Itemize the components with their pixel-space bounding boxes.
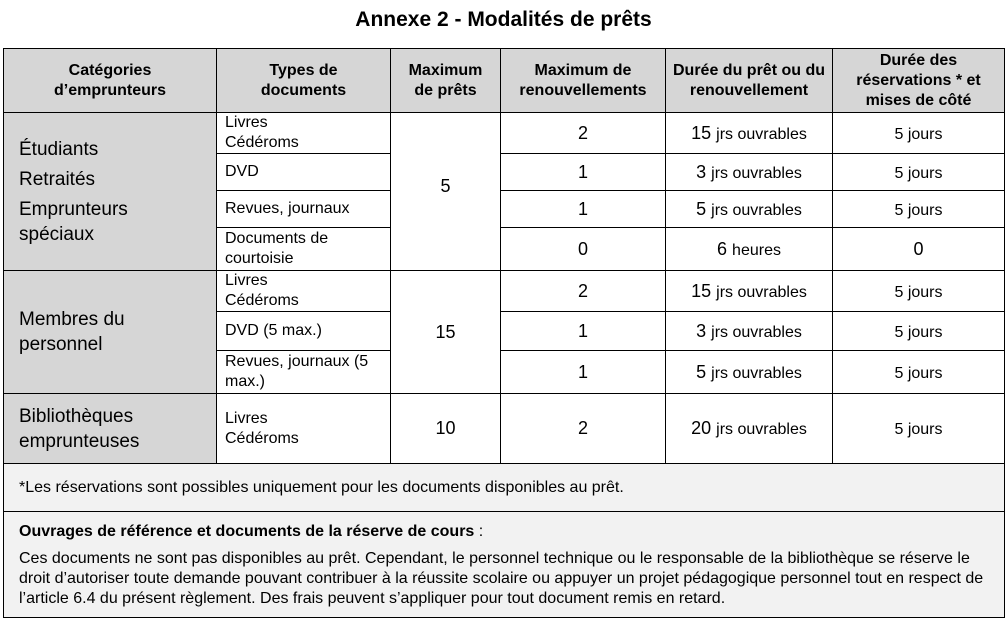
type-line: Livres (225, 114, 268, 131)
duration-unit: jrs ouvrables (711, 164, 802, 182)
type-line: DVD (5 max.) (225, 322, 322, 339)
reservation-cell (833, 271, 1005, 312)
reservation-value: 5 jours (894, 125, 943, 143)
category-line: Retraités (19, 168, 96, 190)
header-reservations (833, 49, 1005, 113)
footnote: *Les réservations sont possibles uniquement pour les documents disponibles au prêt. (4, 464, 1005, 512)
type-line: Livres (225, 272, 268, 289)
reservation-value: 5 jours (894, 421, 943, 438)
duration-number: 5 (696, 198, 707, 219)
renewals-cell: 0 (501, 228, 666, 271)
renewals-cell: 1 (501, 351, 666, 394)
duration-cell (666, 312, 833, 351)
reference-row (4, 512, 1005, 618)
header-reservations-line2: mises de côté (865, 91, 972, 109)
duration-number: 6 (717, 238, 728, 259)
renewals-cell: 2 (501, 271, 666, 312)
type-cell (217, 271, 391, 312)
type-line: Revues, journaux (5 max.) (225, 353, 369, 390)
reference-heading (19, 522, 988, 542)
header-max-loans: Maximum de prêts (391, 49, 501, 113)
duration-unit: jrs ouvrables (711, 323, 802, 341)
reservation-value: 5 jours (894, 201, 943, 219)
category-line: Membres du personnel (19, 309, 125, 355)
type-line: Cédéroms (225, 292, 299, 309)
renewals-cell: 1 (501, 312, 666, 351)
type-line: DVD (225, 163, 259, 180)
renewals-cell: 1 (501, 191, 666, 228)
category-cell-staff (4, 271, 217, 394)
duration-cell (666, 191, 833, 228)
duration-number: 3 (696, 161, 707, 182)
duration-number: 20 (691, 418, 712, 438)
duration-unit: heures (732, 241, 781, 259)
table-row (4, 271, 1005, 312)
header-duration-line1: Durée du prêt ou du (673, 61, 825, 79)
reservation-cell (833, 154, 1005, 191)
header-categories: Catégories d’emprunteurs (4, 49, 217, 113)
duration-cell (666, 271, 833, 312)
category-line: Emprunteurs spéciaux (19, 198, 128, 245)
header-duration-line2: renouvellement (689, 81, 809, 99)
type-cell (217, 113, 391, 154)
reference-title-suffix: : (474, 523, 484, 540)
reservation-value: 5 jours (894, 283, 943, 301)
reservation-cell (833, 394, 1005, 464)
type-line: Cédéroms (225, 429, 299, 447)
type-cell (217, 228, 391, 271)
duration-unit: jrs ouvrables (711, 364, 802, 382)
reservation-cell (833, 312, 1005, 351)
duration-unit: jrs ouvrables (716, 283, 807, 301)
max-loans-cell: 5 (391, 113, 501, 271)
duration-unit: jrs ouvrables (711, 201, 802, 219)
header-types: Types de documents (217, 49, 391, 113)
duration-number: 5 (696, 361, 707, 382)
duration-number: 15 (691, 122, 712, 143)
reservation-cell (833, 113, 1005, 154)
table-header-row (4, 49, 1005, 113)
duration-number: 15 (691, 280, 712, 301)
duration-number: 3 (696, 320, 707, 341)
duration-cell (666, 113, 833, 154)
reference-title: Ouvrages de référence et documents de la réserve de cours (19, 523, 475, 540)
type-line: Livres (225, 409, 268, 427)
type-cell (217, 154, 391, 191)
header-reservations-line1: Durée des réservations * et (856, 51, 981, 89)
loan-terms-table (3, 48, 1005, 618)
reservation-cell (833, 191, 1005, 228)
category-cell-students (4, 113, 217, 271)
type-cell (217, 312, 391, 351)
reservation-value: 5 jours (894, 164, 943, 182)
type-cell (217, 394, 391, 464)
duration-cell (666, 228, 833, 271)
type-line: Revues, journaux (225, 200, 350, 217)
type-line: Documents de courtoisie (225, 230, 329, 267)
table-row (4, 394, 1005, 464)
duration-cell (666, 351, 833, 394)
max-loans-cell: 15 (391, 271, 501, 394)
renewals-cell: 2 (501, 113, 666, 154)
page-title: Annexe 2 - Modalités de prêts (355, 8, 652, 31)
header-max-renewals: Maximum de renouvellements (501, 49, 666, 113)
type-line: Cédéroms (225, 134, 299, 151)
reservation-cell (833, 351, 1005, 394)
duration-cell (666, 154, 833, 191)
category-line: Bibliothèques emprunteuses (19, 405, 140, 452)
duration-unit: jrs ouvrables (716, 421, 807, 438)
footnote-row (4, 464, 1005, 512)
reservation-value: 5 jours (894, 323, 943, 341)
category-line: Étudiants (19, 138, 99, 160)
max-loans-cell: 10 (391, 394, 501, 464)
reference-section (4, 512, 1005, 618)
table-row (4, 113, 1005, 154)
reservation-value: 5 jours (894, 364, 943, 382)
type-cell (217, 191, 391, 228)
reservation-cell: 0 (833, 228, 1005, 271)
header-duration (666, 49, 833, 113)
renewals-cell: 2 (501, 394, 666, 464)
duration-cell (666, 394, 833, 464)
duration-unit: jrs ouvrables (716, 125, 807, 143)
type-cell (217, 351, 391, 394)
category-cell-libraries (4, 394, 217, 464)
renewals-cell: 1 (501, 154, 666, 191)
reference-body: Ces documents ne sont pas disponibles au prêt. Cependant, le personnel technique ou le responsable de la bibliothèque se réserve le droit d’autoriser toute demande pouvant contribuer à la réussite scolaire ou appuyer un projet pédagogique personnel tout en respect de l’article 6.4 du présent règlement. Des frais peuvent s’appliquer pour tout document remis en retard. (19, 550, 984, 607)
